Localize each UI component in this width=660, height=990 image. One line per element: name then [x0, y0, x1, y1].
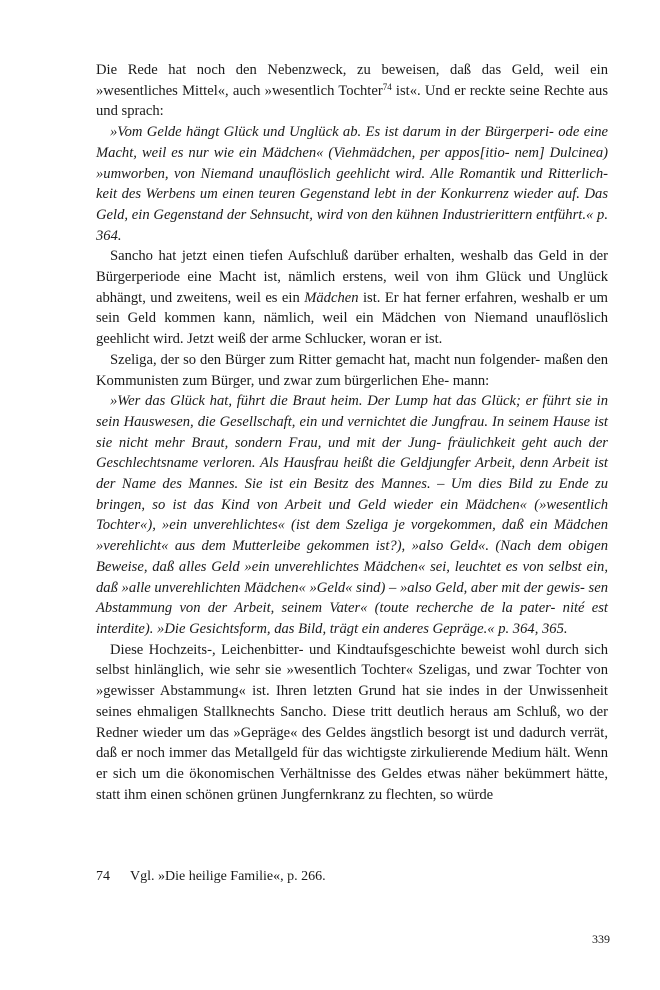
footnote-text: Vgl. »Die heilige Familie«, p. 266.: [130, 869, 326, 884]
body-paragraph: [96, 350, 608, 391]
body-paragraph: [96, 640, 608, 806]
text-run: ist. Er hat ferner erfahren, weshalb er um sein Geld kommen kann, nämlich, weil ein Mädchen von Niemand unauflöslich geehlicht wird. Jetzt weiß der arme Schlucker, woran er ist.: [96, 289, 608, 348]
text-run: »Vom Gelde hängt Glück und Unglück ab. Es ist darum in der Bürgerperi- ode eine Macht, weil es nur wie ein Mädchen« (Viehmädchen, per appos[itio- nem] Dulcinea) »umworben, von Niemand unauflöslich geehlicht wird. Alle Romantik und Ritterlich- keit des Werbens um einen teuren Gegenstand lebt in der Konkurrenz wieder auf. Das Geld, ein Gegenstand der Sehnsucht, wird von den kühnen Industrierittern entführt.« p. 364.: [96, 124, 608, 244]
quote-paragraph: [96, 391, 608, 639]
emphasis: Mädchen: [304, 289, 359, 306]
text-run: ist«. Und er reckte seine Rechte aus und sprach:: [96, 82, 609, 120]
main-text: [96, 60, 608, 805]
text-run: Sancho hat jetzt einen tiefen Aufschluß darüber erhalten, weshalb das Geld in der Bürgerperiode eine Macht ist, nämlich erstens, weil von ihm Glück und Unglück abhängt, und zweitens, weil es ein: [96, 248, 608, 306]
page-number: 339: [592, 932, 610, 946]
footnote-number: 74: [96, 869, 110, 884]
footnote-reference: 74: [382, 81, 392, 92]
footnote: [96, 868, 608, 886]
text-run: Die Rede hat noch den Nebenzweck, zu beweisen, daß das Geld, weil ein »wesentliches Mittel«, auch »wesentlich Tochter: [96, 62, 608, 99]
body-paragraph: [96, 60, 608, 122]
text-run: Diese Hochzeits-, Leichenbitter- und Kindtaufsgeschichte beweist wohl durch sich selbst hinlänglich, wie sehr sie »wesentlich Tochter« Szeligas, und zwar Tochter von »gewisser Abstammung« ist. Ihren letzten Grund hat sie indes in der Unwissenheit seines ehmaligen Stallknechts Sancho. Diese tritt deutlich heraus am Schluß, wo der Redner wieder um das »Gepräge« des Geldes ängstlich besorgt ist und dadurch verrät, daß er noch immer das Metallgeld für das wichtigste zirkulierende Medium hält. Wenn er sich um die ökonomischen Verhältnisse des Geldes etwas näher bekümmert hätte, statt ihm einen schönen grünen Jungfernkranz zu flechten, so würde: [96, 641, 608, 803]
quote-paragraph: [96, 122, 608, 246]
body-paragraph: [96, 246, 608, 350]
text-run: Szeliga, der so den Bürger zum Ritter gemacht hat, macht nun folgender- maßen den Kommunisten zum Bürger, und zwar zum bürgerlichen Ehe- mann:: [96, 351, 608, 389]
text-run: »Wer das Glück hat, führt die Braut heim. Der Lump hat das Glück; er führt sie in sein Hauswesen, die Gesellschaft, ein und vernichtet die Jungfrau. In seinem Hause ist sie nicht mehr Braut, sondern Frau, und mit der Jung- fräulichkeit geht auch der Geschlechtsname verloren. Als Hausfrau heißt die Geldjungfer Arbeit, denn Arbeit ist der Name des Mannes. Sie ist ein Besitz des Mannes. – Um dies Bild zu Ende zu bringen, so ist das Kind von Arbeit und Geld wieder ein Mädchen« (»wesentlich Tochter«), »ein unverehlichtes« (ist dem Szeliga je vorgekommen, daß ein Mädchen »verehlicht« aus dem Mutterleibe gekommen ist?), »also Geld«. (Nach dem obigen Beweise, daß alles Geld »ein unverehlichtes Mädchen« sei, leuchtet es von selbst ein, daß »alle unverehlichten Mädchen« »Geld« sind) – »also Geld, aber mit der gewis- sen Abstammung von der Arbeit, seinem Vater« (toute recherche de la pater- nité est interdite). »Die Gesichtsform, das Bild, trägt ein anderes Gepräge.« p. 364, 365.: [96, 393, 608, 637]
